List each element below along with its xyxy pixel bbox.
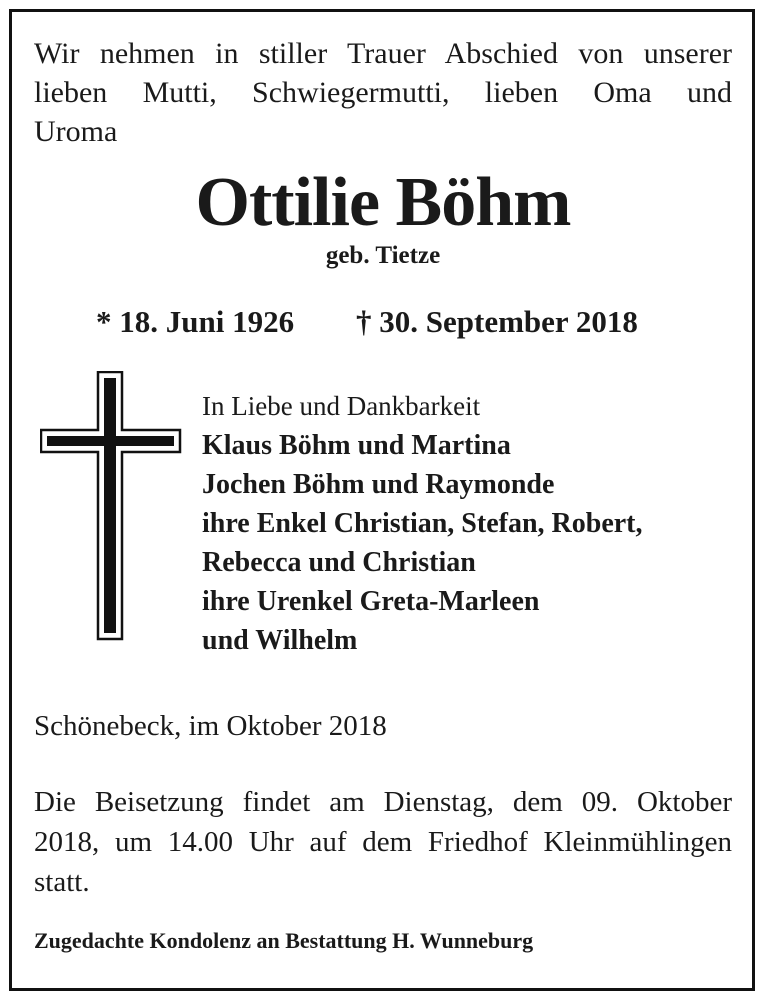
mourners-opening: In Liebe und Dankbarkeit [202,391,481,421]
intro-text [34,34,732,112]
condolence-note: Zugedachte Kondolenz an Bestattung H. Wunneburg [34,928,534,953]
burial-line-1: Die Beisetzung findet am Dienstag, dem 09. Oktober [34,786,732,818]
birth-date: * 18. Juni 1926 [96,304,295,339]
mourner-line: Klaus Böhm und Martina [202,430,511,461]
mourner-line: Rebecca und Christian [202,547,476,578]
burial-line-2: 2018, um 14.00 Uhr auf dem Friedhof Kleinmühlingen [34,826,732,858]
mourner-line: und Wilhelm [202,625,358,656]
cross-icon [40,371,182,641]
intro-line-1: Wir nehmen in stiller Trauer Abschied von unserer [34,37,732,70]
deceased-name: Ottilie Böhm [195,164,571,241]
place-and-date: Schönebeck, im Oktober 2018 [34,710,387,742]
burial-line-3: statt. [34,866,90,898]
mourner-line: ihre Enkel Christian, Stefan, Robert, [202,508,643,539]
mourners-block [202,387,742,660]
mourner-line: ihre Urenkel Greta-Marleen [202,586,540,617]
maiden-name: geb. Tietze [325,242,441,269]
mourner-line: Jochen Böhm und Raymonde [202,469,555,500]
mourners-list [202,426,742,660]
intro-line-3: Uroma [34,115,118,148]
death-date: † 30. September 2018 [356,304,638,339]
intro-line-2: lieben Mutti, Schwiegermutti, lieben Oma und [34,76,732,109]
burial-info [34,782,732,902]
